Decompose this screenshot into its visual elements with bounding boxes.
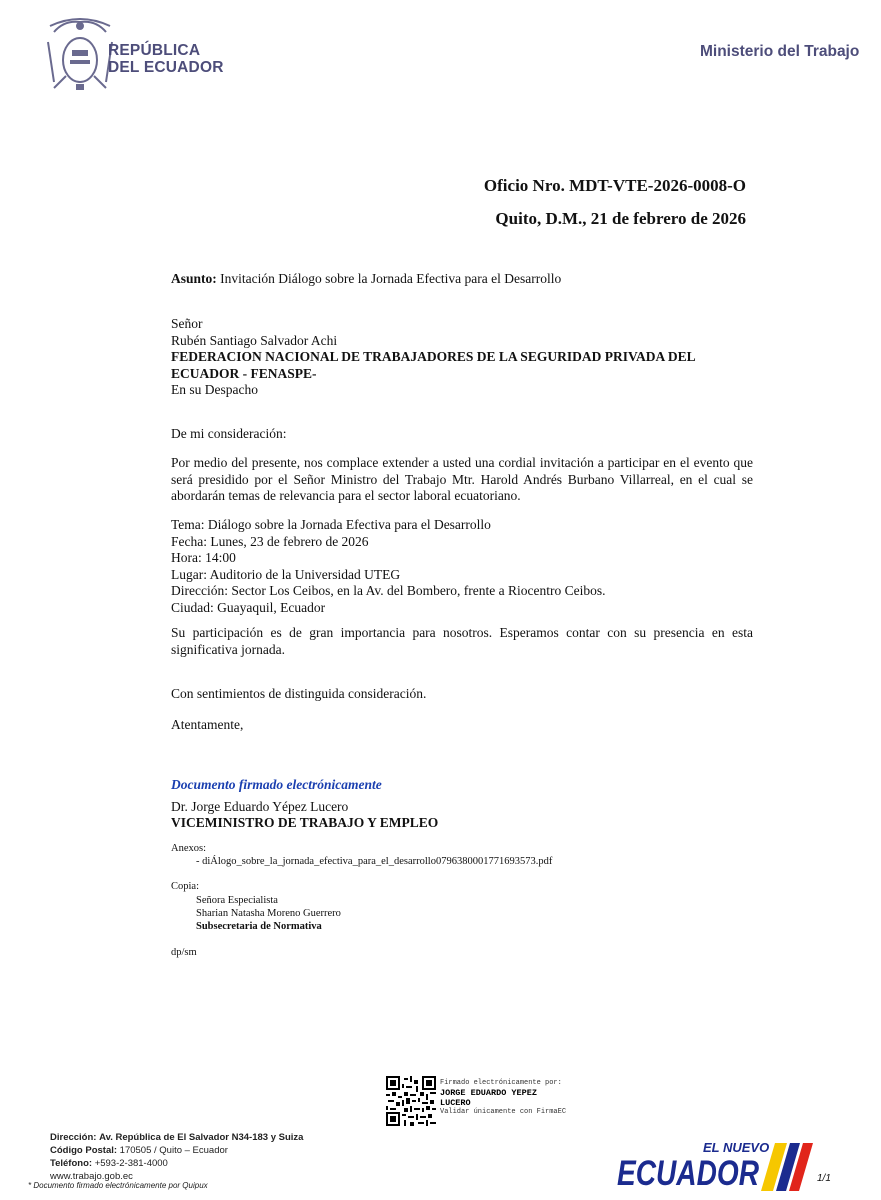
event-ciudad: Ciudad: Guayaquil, Ecuador (171, 599, 326, 615)
annex-label: Anexos: (171, 843, 206, 854)
ministry-name: Ministerio del Trabajo (700, 43, 860, 60)
event-direccion: Dirección: Sector Los Ceibos, en la Av. del Bombero, frente a Riocentro Ceibos. (171, 583, 606, 598)
initials: dp/sm (171, 947, 197, 958)
copy-name: Sharian Natasha Moreno Guerrero (196, 908, 341, 919)
republic-line-2: DEL ECUADOR (108, 59, 224, 76)
logo-main-text: ECUADOR (617, 1154, 760, 1193)
footer-postal-label: Código Postal: (50, 1145, 118, 1156)
subject-text: Invitación Diálogo sobre la Jornada Efectiva para el Desarrollo (220, 271, 562, 286)
recipient-organization: FEDERACION NACIONAL DE TRABAJADORES DE LA SEGURIDAD PRIVADA DEL ECUADOR - FENASPE- (171, 349, 695, 381)
signer-name: Dr. Jorge Eduardo Yépez Lucero (171, 799, 349, 814)
quipux-note: * Documento firmado electrónicamente por Quipux (28, 1181, 208, 1190)
recipient-title: Señor (171, 316, 203, 331)
event-lugar: Lugar: Auditorio de la Universidad UTEG (171, 566, 401, 582)
footer-address-value: Av. República de El Salvador N34-183 y Suiza (99, 1132, 304, 1143)
signed-electronically-note: Documento firmado electrónicamente (171, 777, 382, 792)
signature-stamp (440, 1079, 566, 1117)
sign-off: Atentamente, (171, 717, 244, 732)
footer-postal-value: 170505 / Quito – Ecuador (119, 1145, 228, 1156)
copy-label: Copia: (171, 881, 199, 892)
stamp-signer-name-1: JORGE EDUARDO YEPEZ (440, 1088, 537, 1098)
greeting: De mi consideración: (171, 426, 287, 441)
annex-file: - diÁlogo_sobre_la_jornada_efectiva_para_el_desarrollo0796380001771693573.pdf (196, 856, 553, 867)
stamp-validate: Validar únicamente con FirmaEC (440, 1108, 567, 1116)
footer-phone (50, 1157, 303, 1170)
event-details (171, 517, 606, 616)
republic-wordmark (108, 42, 224, 76)
event-fecha: Fecha: Lunes, 23 de febrero de 2026 (171, 533, 369, 549)
document-reference: Oficio Nro. MDT-VTE-2026-0008-O (483, 176, 746, 195)
signer-title: VICEMINISTRO DE TRABAJO Y EMPLEO (171, 815, 439, 830)
regards: Con sentimientos de distinguida consideración. (171, 686, 427, 701)
place-date: Quito, D.M., 21 de febrero de 2026 (495, 209, 746, 228)
recipient-name: Rubén Santiago Salvador Achi (171, 332, 338, 348)
logo-top-text: EL NUEVO (703, 1140, 770, 1155)
footer-website: www.trabajo.gob.ec (50, 1171, 133, 1182)
footer-contact (50, 1131, 303, 1183)
copy-department: Subsecretaria de Normativa (196, 921, 322, 932)
page-number: 1/1 (817, 1173, 831, 1184)
stamp-signer-name-2: LUCERO (440, 1098, 471, 1108)
intro-paragraph: Por medio del presente, nos complace extender a usted una cordial invitación a participar en el evento que será presidido por el Señor Ministro del Trabajo Mtr. Harold Andrés Burbano Villarreal, en el cual se abordarán temas de relevancia para el sector laboral ecuatoriano. (171, 455, 753, 503)
subject-line (171, 271, 561, 288)
footer-address (50, 1131, 303, 1144)
event-tema: Tema: Diálogo sobre la Jornada Efectiva para el Desarrollo (171, 517, 491, 532)
event-hora: Hora: 14:00 (171, 550, 236, 565)
footer-postal (50, 1144, 303, 1157)
footer-address-label: Dirección: (50, 1132, 97, 1143)
subject-label: Asunto: (171, 271, 217, 286)
footer-phone-label: Teléfono: (50, 1158, 93, 1169)
copy-title: Señora Especialista (196, 895, 278, 906)
republic-line-1: REPÚBLICA (108, 42, 201, 59)
footer-phone-value: +593-2-381-4000 (94, 1158, 168, 1169)
el-nuevo-ecuador-logo (615, 1135, 815, 1193)
stamp-signed-by: Firmado electrónicamente por: (440, 1079, 562, 1087)
recipient-office: En su Despacho (171, 382, 258, 397)
qr-code-icon (386, 1076, 436, 1126)
closing-paragraph: Su participación es de gran importancia para nosotros. Esperamos contar con su presencia en esta significativa jornada. (171, 625, 753, 657)
recipient-block (171, 316, 753, 399)
